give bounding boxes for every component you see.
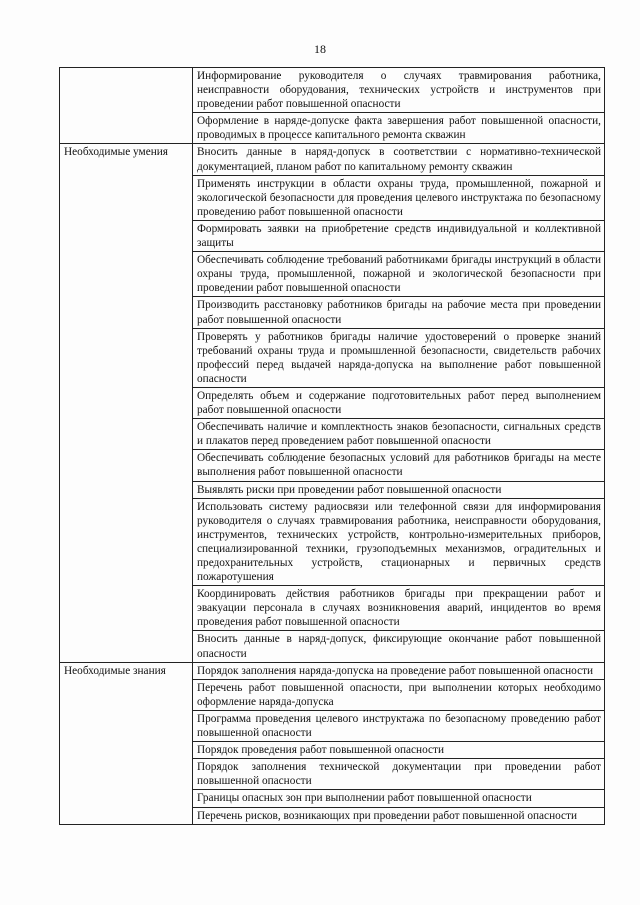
table-row bbox=[60, 144, 605, 175]
table-cell: Обеспечивать соблюдение требований работниками бригады инструкций в области охраны труда, промышленной, пожарной и экологической безопасности при проведении работ повышенной опасности bbox=[193, 252, 605, 297]
skills-label: Необходимые умения bbox=[60, 144, 193, 662]
empty-label-cell bbox=[60, 68, 193, 144]
table-cell: Обеспечивать соблюдение безопасных условий для работников бригады на месте выполнения работ повышенной опасности bbox=[193, 450, 605, 481]
table-cell: Обеспечивать наличие и комплектность знаков безопасности, сигнальных средств и плакатов перед проведением работ повышенной опасности bbox=[193, 419, 605, 450]
table-cell: Порядок заполнения наряда-допуска на проведение работ повышенной опасности bbox=[193, 662, 605, 679]
table-row bbox=[60, 662, 605, 679]
labor-functions-table bbox=[59, 67, 605, 825]
table-cell: Использовать систему радиосвязи или телефонной связи для информирования руководителя о случаях травмирования работника, неисправности оборудования, инструментов, технических устройств, контрольно-измерительных приборов, специализированной техники, грузоподъемных механизмов, оградительных и предохранительных устройств, стационарных и первичных средств пожаротушения bbox=[193, 498, 605, 586]
table-cell: Порядок заполнения технической документации при проведении работ повышенной опасности bbox=[193, 759, 605, 790]
table-cell: Информирование руководителя о случаях травмирования работника, неисправности оборудования, технических устройств и инструментов при проведении работ повышенной опасности bbox=[193, 68, 605, 113]
table-cell: Выявлять риски при проведении работ повышенной опасности bbox=[193, 481, 605, 498]
table-cell: Порядок проведения работ повышенной опасности bbox=[193, 742, 605, 759]
table-cell: Оформление в наряде-допуске факта завершения работ повышенной опасности, проводимых в процессе капитального ремонта скважин bbox=[193, 113, 605, 144]
table-cell: Перечень работ повышенной опасности, при выполнении которых необходимо оформление наряда-допуска bbox=[193, 679, 605, 710]
table-cell: Формировать заявки на приобретение средств индивидуальной и коллективной защиты bbox=[193, 220, 605, 251]
table-cell: Границы опасных зон при выполнении работ повышенной опасности bbox=[193, 790, 605, 807]
table-cell: Программа проведения целевого инструктажа по безопасному проведению работ повышенной опасности bbox=[193, 710, 605, 741]
table-cell: Применять инструкции в области охраны труда, промышленной, пожарной и экологической безопасности для проведения целевого инструктажа по безопасному проведению работ повышенной опасности bbox=[193, 175, 605, 220]
knowledge-label: Необходимые знания bbox=[60, 662, 193, 824]
table-row bbox=[60, 68, 605, 113]
table-cell: Координировать действия работников бригады при прекращении работ и эвакуации персонала в случаях возникновения аварий, инцидентов во время проведения работ повышенной опасности bbox=[193, 586, 605, 631]
table-cell: Определять объем и содержание подготовительных работ перед выполнением работ повышенной опасности bbox=[193, 387, 605, 418]
table-cell: Проверять у работников бригады наличие удостоверений о проверке знаний требований охраны труда и промышленной безопасности, свидетельств рабочих профессий перед выдачей наряда-допуска на выполнение работ повышенной опасности bbox=[193, 328, 605, 387]
table-cell: Вносить данные в наряд-допуск, фиксирующие окончание работ повышенной опасности bbox=[193, 631, 605, 662]
page-number: 18 bbox=[314, 42, 326, 56]
table-cell: Перечень рисков, возникающих при проведении работ повышенной опасности bbox=[193, 807, 605, 824]
table-cell: Производить расстановку работников бригады на рабочие места при проведении работ повышенной опасности bbox=[193, 297, 605, 328]
table-cell: Вносить данные в наряд-допуск в соответствии с нормативно-технической документацией, планом работ по капитальному ремонту скважин bbox=[193, 144, 605, 175]
